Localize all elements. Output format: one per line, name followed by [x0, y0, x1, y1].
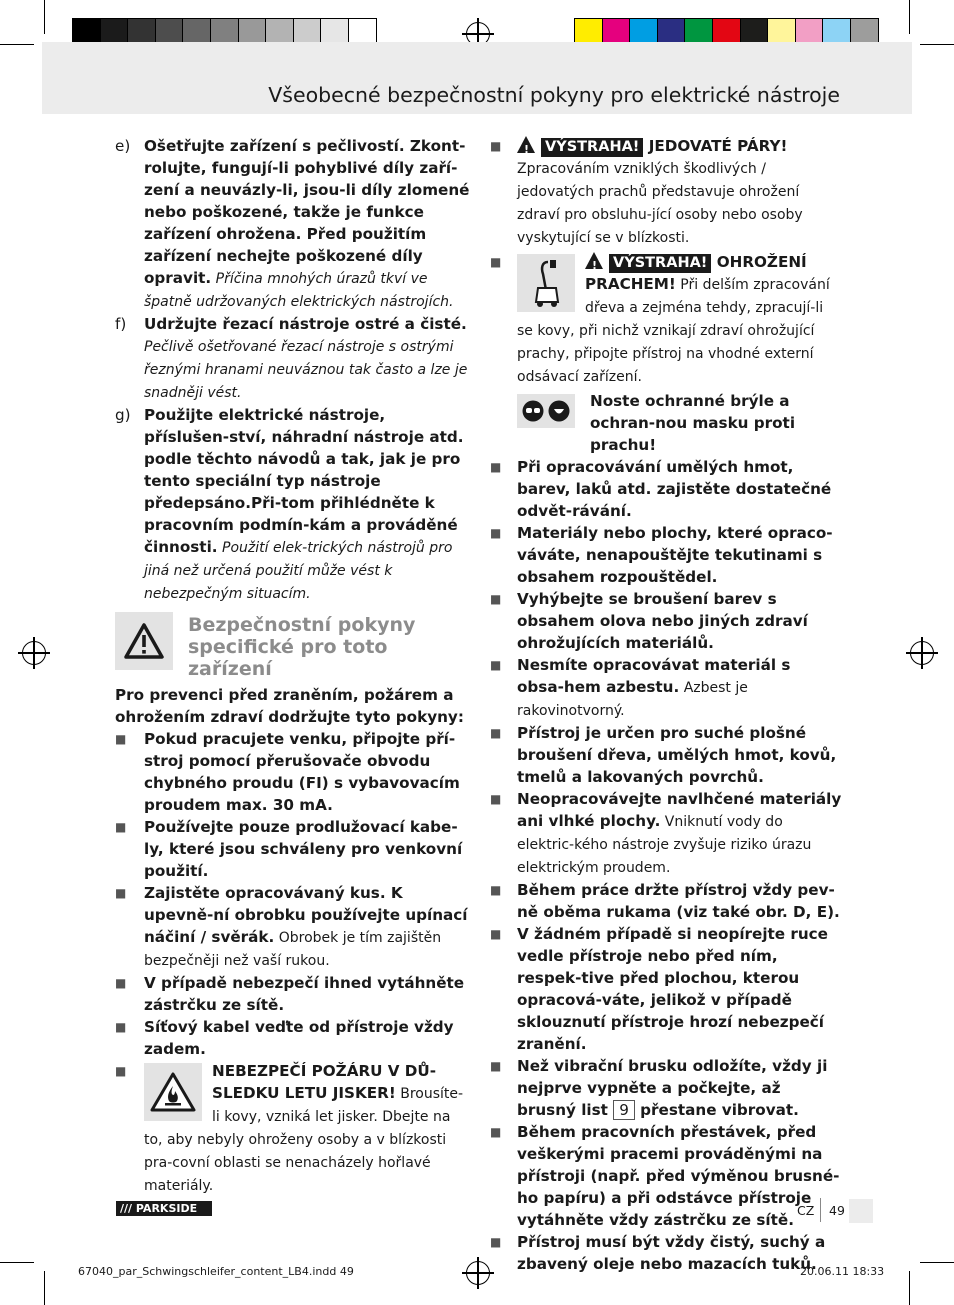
bullet-icon: ■ [490, 792, 502, 806]
bullet-icon: ■ [115, 1020, 127, 1034]
bullet-icon: ■ [490, 592, 502, 606]
crop-mark [44, 0, 45, 34]
crop-mark [909, 1271, 910, 1305]
left-column [115, 135, 470, 605]
section-heading [115, 612, 475, 680]
list-item: ■ Neopracovávejte navlhčené materiály ani vlhké plochy. Vniknutí vody do elektric-kého nástroje zvyšuje riziko úrazu elektrickým proudem. [490, 790, 842, 876]
crop-mark [0, 44, 34, 45]
list-item: ■ Nesmíte opracovávat materiál s obsa-hem azbestu. Azbest je rakovinotvorný. [490, 656, 791, 719]
page-title: Všeobecné bezpečnostní pokyny pro elektrické nástroje [268, 83, 840, 107]
bullet-icon: ■ [490, 1125, 502, 1139]
warning-badge: VÝSTRAHA! [541, 138, 643, 157]
registration-mark-icon [910, 641, 934, 665]
part-number-badge: 9 [613, 1100, 635, 1120]
section-intro: Pro prevenci před zraněním, požárem a ohrožením zdraví dodržujte tyto pokyny: [115, 686, 464, 726]
warning-icon [585, 252, 603, 269]
bullet-icon: ■ [490, 883, 502, 897]
warning-icon [517, 136, 535, 153]
warning-fumes-item: ■ ! VÝSTRAHA! JEDOVATÉ PÁRY! Zpracováním vzniklých škodlivých / jedovatých prachů představuje ohrožení zdraví pro obsluhu-jící osoby nebo osoby vyskytující se v blízkosti. [490, 135, 842, 249]
bullet-icon: ■ [490, 726, 502, 740]
list-item: ■ Během práce držte přístroj vždy pev-ně oběma rukama (viz také obr. D, E). [490, 881, 840, 921]
list-item: ■ Pokud pracujete venku, připojte pří-stroj pomocí přerušovače obvodu chybného proudu (FI) s vybavovacím proudem max. 30 mA. [115, 730, 460, 814]
bullet-icon: ■ [115, 886, 127, 900]
bullet-icon: ■ [490, 460, 502, 474]
bullet-icon: ■ [115, 976, 127, 990]
list-item: ■ Přístroj musí být vždy čistý, suchý a zbavený oleje nebo mazacích tuků. [490, 1233, 826, 1273]
list-item: ■ V případě nebezpečí ihned vytáhněte zástrčku ze sítě. [115, 974, 465, 1014]
crop-mark [920, 44, 954, 45]
parkside-logo: /// PARKSIDE [116, 1201, 212, 1216]
bullet-icon: ■ [490, 255, 502, 269]
list-item: ■ V žádném případě si neopírejte ruce vedle přístroje nebo před ním, respek-tive před plochou, kterou opracová-váte, jelikož v případě sklouznutí přístroje hrozí nebezpečí zranění. [490, 925, 828, 1053]
bullet-icon: ■ [115, 732, 127, 746]
registration-mark-icon [466, 1261, 490, 1285]
list-item: ■ Materiály nebo plochy, které opraco-váváte, nenapouštějte tekutinami s obsahem rozpouštědel. [490, 524, 833, 586]
bullet-icon: ■ [490, 1059, 502, 1073]
list-item: ■ Vyhýbejte se broušení barev s obsahem olova nebo jiných zdraví ohrožujících materiálů. [490, 590, 808, 652]
bullet-icon: ■ [115, 1064, 127, 1078]
warning-triangle-icon [115, 612, 173, 670]
bullet-icon: ■ [490, 927, 502, 941]
protective-gear-item: Noste ochranné brýle a ochran-nou masku proti prachu! [490, 390, 842, 456]
bullet-icon: ■ [490, 658, 502, 672]
list-item: ■ Používejte pouze prodlužovací kabe-ly, které jsou schváleny pro venkovní použití. [115, 818, 463, 880]
language-code: CZ [797, 1203, 815, 1218]
print-slug-file: 67040_par_Schwingschleifer_content_LB4.indd 49 [78, 1265, 354, 1278]
page-tab-marker [849, 1199, 873, 1223]
bullet-icon: ■ [490, 1235, 502, 1249]
list-item: ■ Při opracovávání umělých hmot, barev, laků atd. zajistěte dostatečné odvět-rávání. [490, 458, 832, 520]
list-item: ■ Síťový kabel veďte od přístroje vždy zadem. [115, 1018, 454, 1058]
page-number: 49 [829, 1203, 845, 1218]
crop-mark [0, 1262, 34, 1263]
list-item: ■ Zajistěte opracovávaný kus. K upevně-ní obrobku používejte upínací náčiní / svěrák. Obrobek je tím zajištěn bezpečněji než vaší rukou. [115, 884, 468, 969]
fire-warning-item: ■ NEBEZPEČÍ POŽÁRU V DŮ-SLEDKU LETU JISKER! Brousíte-li kovy, vzniká let jisker. Dbejte na to, aby nebyly ohroženy osoby a v blízkosti pra-covní oblasti se nenacházely hořlavé materiály. [115, 1062, 464, 1194]
list-item: ■ Přístroj je určen pro suché plošné broušení dřeva, umělých hmot, kovů, tmelů a lakovaných povrchů. [490, 724, 837, 786]
warning-badge: VÝSTRAHA! [609, 254, 711, 273]
crop-mark [44, 1271, 45, 1305]
crop-mark [909, 0, 910, 34]
list-item: f) Udržujte řezací nástroje ostré a čisté. Pečlivě ošetřované řezací nástroje s ostrými řeznými hranami neuváznou tak často a lze je snadněji vést. [115, 315, 468, 401]
bullet-icon: ■ [490, 139, 502, 153]
right-column [490, 135, 842, 1275]
warning-dust-item: ■ ! VÝSTRAHA! OHROŽENÍ PRACHEM! Při delším zpracování dřeva a zejména tehdy, zpracují-li se kovy, při nichž vznikají zdraví ohrožující prachy, připojte přístroj na vhodné externí odsávací zařízení. [490, 251, 842, 388]
crop-mark [920, 1262, 954, 1263]
list-item: g) Použijte elektrické nástroje, příslušen-ství, náhradní nástroje atd. podle těchto návodů a tak, jak je pro tento speciální typ nástroje předepsáno.Při-tom přihlédněte k pracovním podmín-kám a prováděné činnosti. Použití elek-trických nástrojů pro jiná než určená použití může vést k nebezpečným situacím. [115, 406, 464, 602]
section-title: Bezpečnostní pokyny specifické pro toto zařízení [188, 614, 416, 680]
list-item: ■ Během pracovních přestávek, před veškerými pracemi prováděnými na přístroji (např. před výměnou brusné-ho papíru) a při odstávce přístroje vytáhněte vždy zástrčku ze sítě. [490, 1123, 840, 1229]
dust-extraction-icon [517, 254, 575, 312]
list-item: ■ Než vibrační brusku odložíte, vždy ji nejprve vypněte a počkejte, až brusný list 9 přestane vibrovat. [490, 1057, 828, 1119]
divider [820, 1198, 821, 1222]
registration-mark-icon [22, 641, 46, 665]
bullet-icon: ■ [115, 820, 127, 834]
goggles-mask-icon [517, 394, 575, 428]
safety-list [115, 684, 470, 1197]
list-item: e) Ošetřujte zařízení s pečlivostí. Zkont-rolujte, fungují-li pohyblivé díly zaří-zení a neuvázly-li, jsou-li díly zlomené nebo poškozené, takže je funkce zařízení ohrožena. Před použitím zařízení nechejte poškozené díly opravit. Příčina mnohých úrazů tkví ve špatně udržovaných elektrických nástrojích. [115, 137, 470, 310]
bullet-icon: ■ [490, 526, 502, 540]
fire-hazard-icon [144, 1063, 202, 1121]
print-slug-date: 20.06.11 18:33 [800, 1265, 885, 1278]
